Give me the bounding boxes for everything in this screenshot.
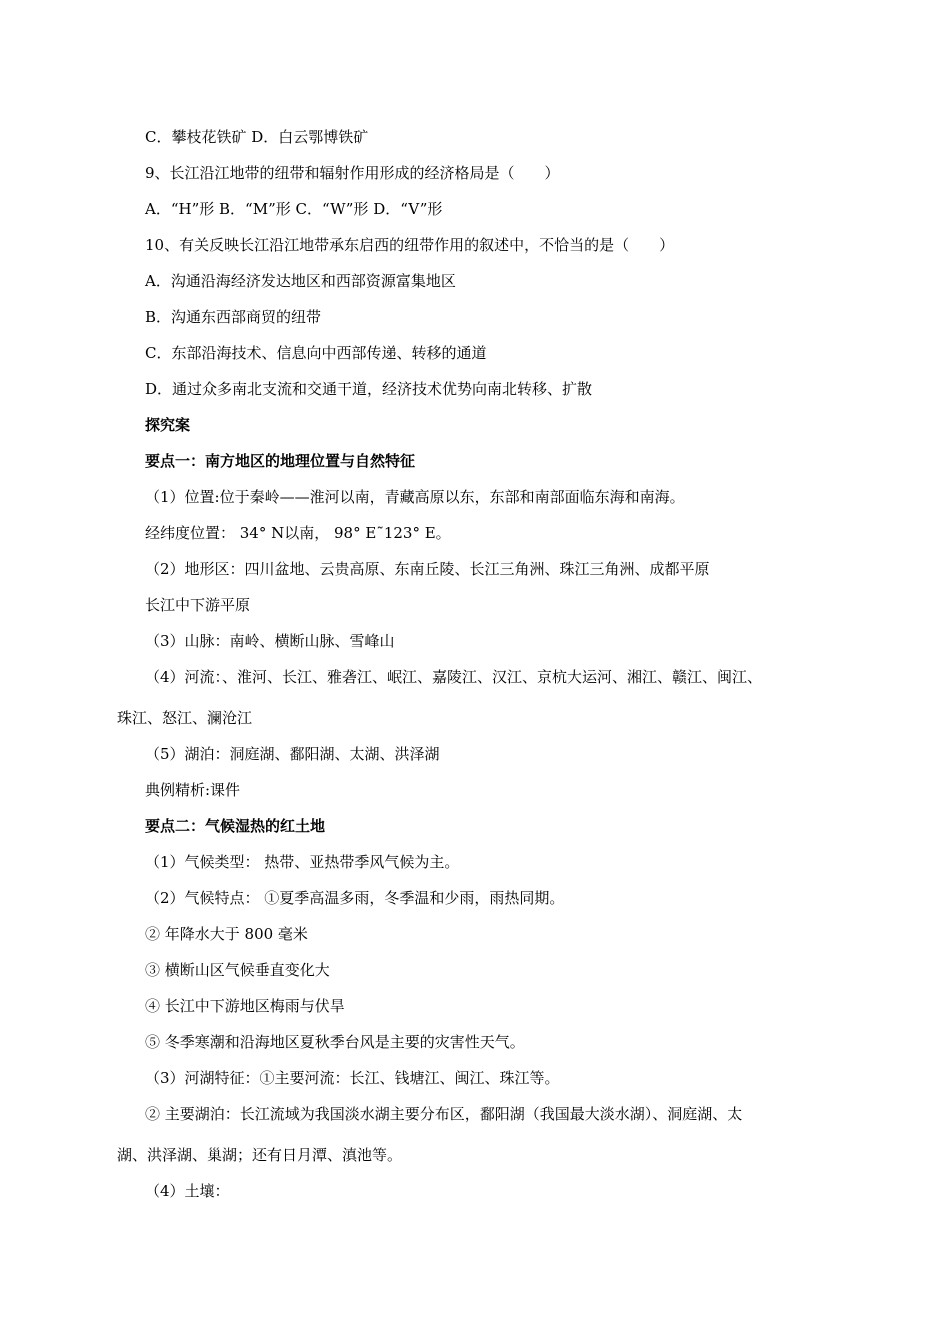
soil-line: （4）土壤： bbox=[145, 1182, 230, 1200]
question-10-option-b: B．沟通东西部商贸的纽带 bbox=[145, 308, 322, 326]
question-9-options: A．“H”形 B．“M”形 C．“W”形 D．“V”形 bbox=[145, 200, 443, 218]
main-lakes-line: ② 主要湖泊：长江流域为我国淡水湖主要分布区，鄱阳湖（我国最大淡水湖）、洞庭湖、太 bbox=[145, 1105, 743, 1123]
example-line: 典例精析:课件 bbox=[145, 781, 241, 799]
climate-type-line: （1）气候类型： 热带、亚热带季风气候为主。 bbox=[145, 853, 460, 871]
rivers-lakes-line: （3）河湖特征：①主要河流：长江、钱塘江、闽江、珠江等。 bbox=[145, 1069, 560, 1087]
main-lakes-line-cont: 湖、洪泽湖、巢湖；还有日月潭、滇池等。 bbox=[117, 1146, 403, 1164]
section-heading-inquiry: 探究案 bbox=[145, 416, 191, 434]
climate-feature-line: （2）气候特点： ①夏季高温多雨，冬季温和少雨，雨热同期。 bbox=[145, 889, 565, 907]
climate-feature-5: ⑤ 冬季寒潮和沿海地区夏秋季台风是主要的灾害性天气。 bbox=[145, 1033, 525, 1051]
question-9: 9、长江沿江地带的纽带和辐射作用形成的经济格局是（ ） bbox=[145, 164, 560, 182]
question-10-option-c: C．东部沿海技术、信息向中西部传递、转移的通道 bbox=[145, 344, 487, 362]
question-10-option-d: D．通过众多南北支流和交通干道，经济技术优势向南北转移、扩散 bbox=[145, 380, 593, 398]
key-point-2-heading: 要点二：气候湿热的红土地 bbox=[145, 817, 326, 835]
question-10: 10、有关反映长江沿江地带承东启西的纽带作用的叙述中，不恰当的是（ ） bbox=[145, 236, 675, 254]
question-10-option-a: A．沟通沿海经济发达地区和西部资源富集地区 bbox=[145, 272, 456, 290]
landform-line: （2）地形区：四川盆地、云贵高原、东南丘陵、长江三角洲、珠江三角洲、成都平原 bbox=[145, 560, 710, 578]
option-line-c-d: C．攀枝花铁矿 D．白云鄂博铁矿 bbox=[145, 128, 369, 146]
climate-feature-2: ② 年降水大于 800 毫米 bbox=[145, 925, 308, 943]
lakes-line: （5）湖泊：洞庭湖、鄱阳湖、太湖、洪泽湖 bbox=[145, 745, 440, 763]
rivers-line-cont: 珠江、怒江、澜沧江 bbox=[117, 709, 253, 727]
mountains-line: （3）山脉：南岭、横断山脉、雪峰山 bbox=[145, 632, 395, 650]
rivers-line: （4）河流：、淮河、长江、雅砻江、岷江、嘉陵江、汉江、京杭大运河、湘江、赣江、闽江、 bbox=[145, 668, 763, 686]
location-line: （1）位置:位于秦岭——淮河以南，青藏高原以东，东部和南部面临东海和南海。 bbox=[145, 488, 685, 506]
landform-line-cont: 长江中下游平原 bbox=[145, 596, 251, 614]
lat-lon-line: 经纬度位置： 34° N以南， 98° E˜123° E。 bbox=[145, 524, 451, 542]
key-point-1-heading: 要点一：南方地区的地理位置与自然特征 bbox=[145, 452, 416, 470]
climate-feature-3: ③ 横断山区气候垂直变化大 bbox=[145, 961, 330, 979]
climate-feature-4: ④ 长江中下游地区梅雨与伏旱 bbox=[145, 997, 345, 1015]
